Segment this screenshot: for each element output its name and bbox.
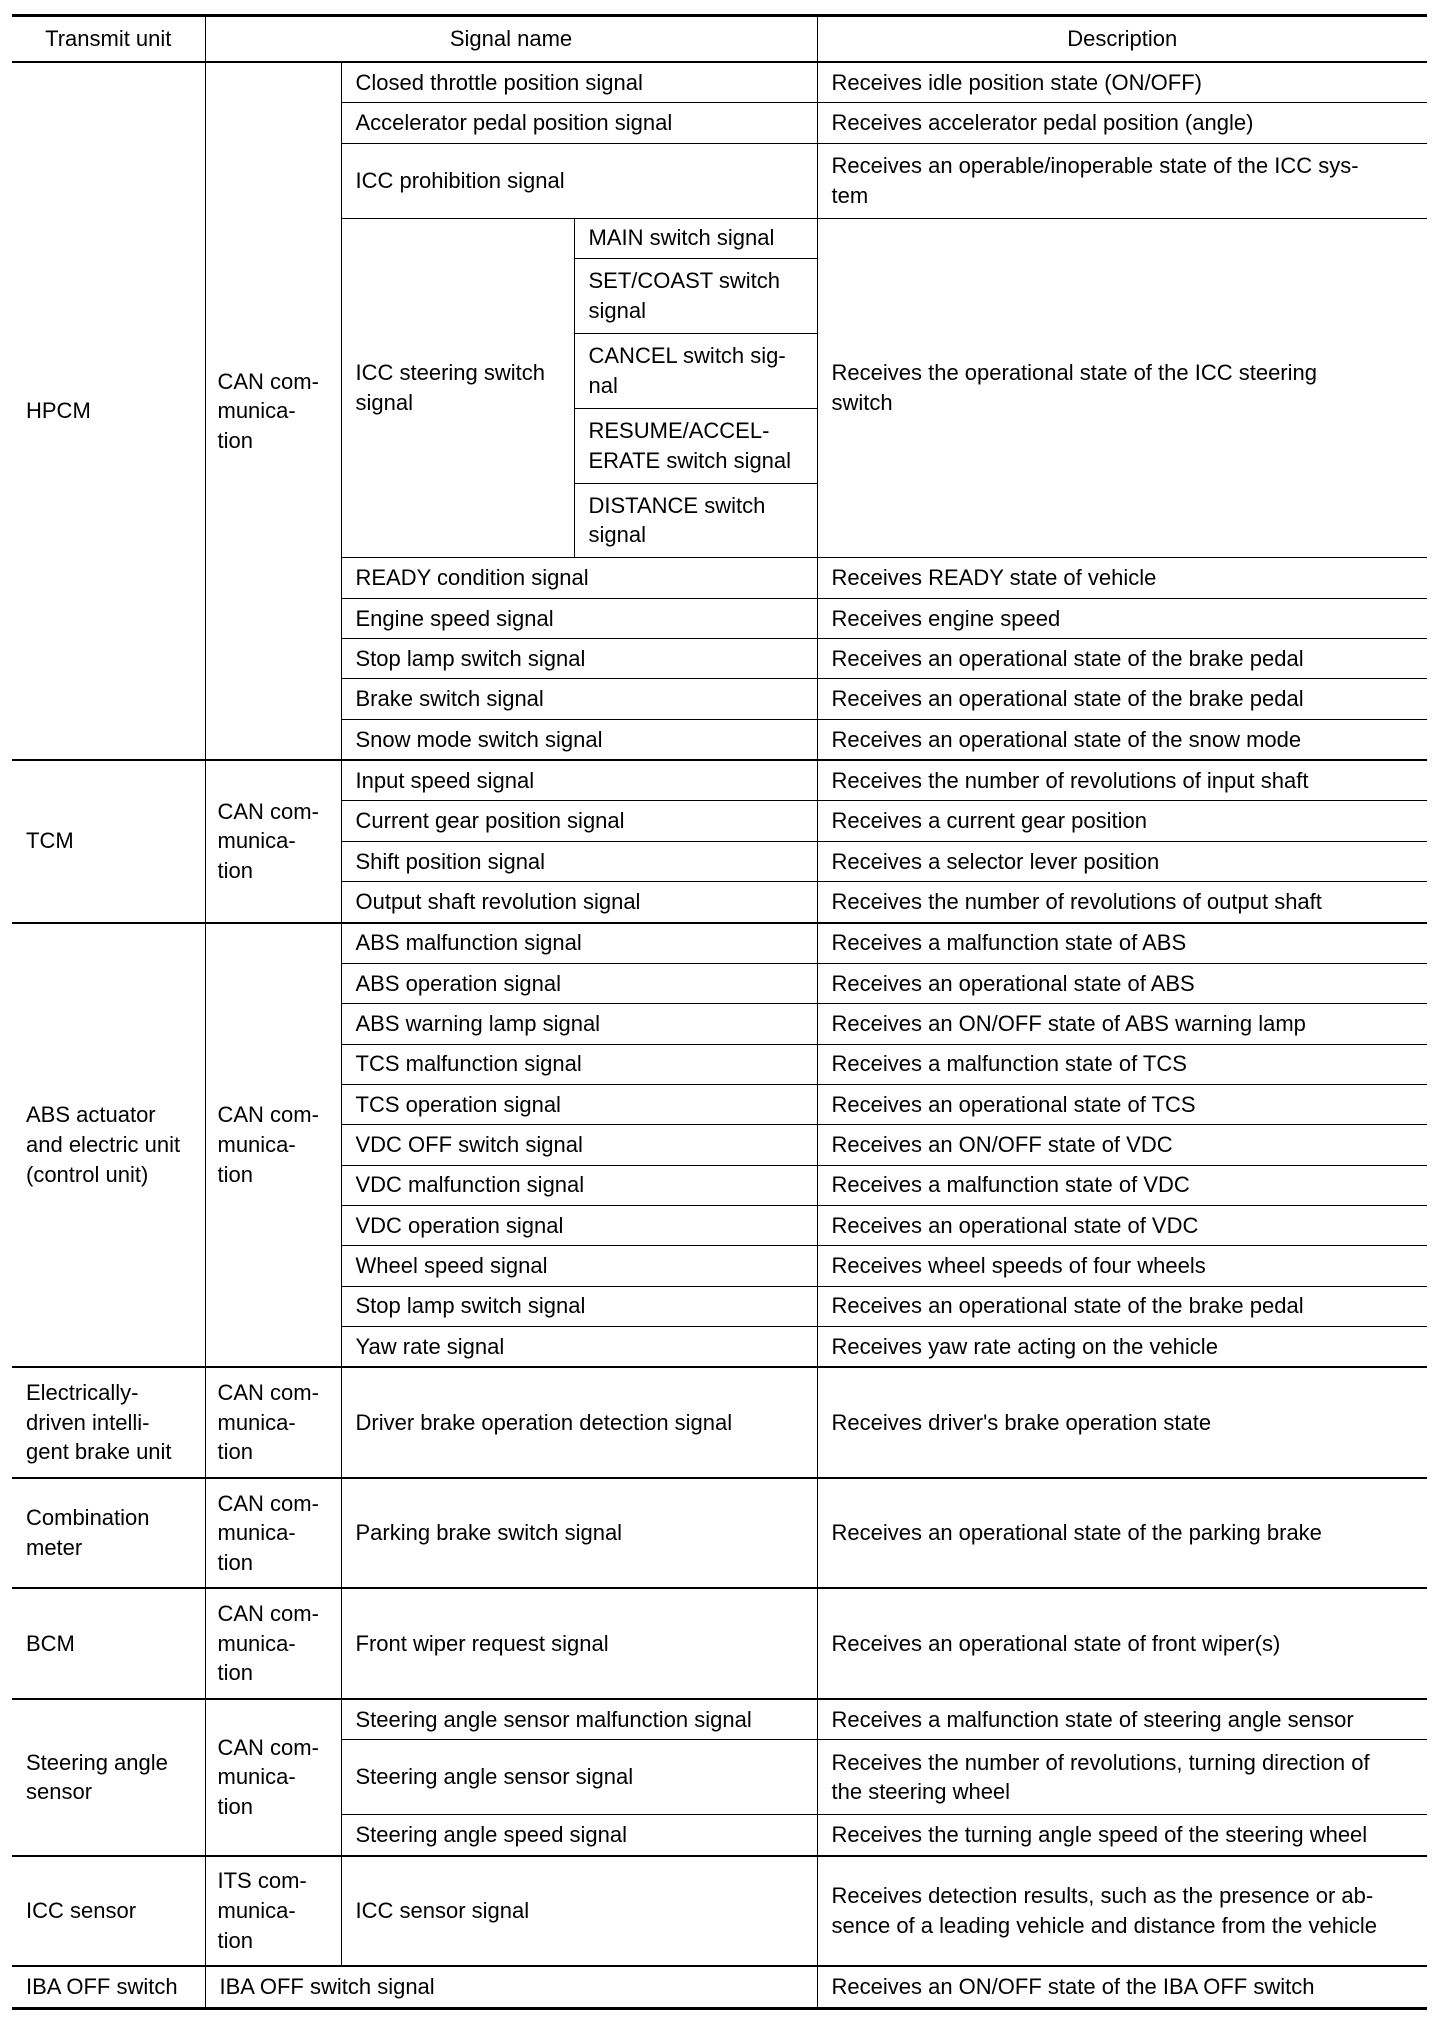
description-cell: Receives an operational state of the brake pedal [817,1286,1427,1326]
signal-name-cell: VDC operation signal [341,1205,817,1245]
header-signal-name: Signal name [205,16,817,63]
signal-name-cell: Parking brake switch signal [341,1478,817,1589]
description-cell: Receives a malfunction state of steering angle sensor [817,1699,1427,1740]
description-cell: Receives the number of revolutions, turning direction of the steering wheel [817,1740,1427,1815]
description-cell: Receives an operational state of VDC [817,1205,1427,1245]
signal-name-cell: ABS operation signal [341,963,817,1003]
description-cell: Receives a selector lever position [817,841,1427,881]
transmit-unit-cell: Electrically- driven intelli- gent brake unit [12,1367,205,1478]
transmit-unit-cell: BCM [12,1588,205,1699]
signal-table [12,14,1427,2010]
header-transmit-unit: Transmit unit [12,16,205,63]
transmit-unit-cell: ABS actuator and electric unit (control unit) [12,923,205,1368]
description-cell: Receives idle position state (ON/OFF) [817,62,1427,103]
signal-name-cell: IBA OFF switch signal [205,1966,817,2008]
transmit-unit-cell: Steering angle sensor [12,1699,205,1856]
signal-name-cell: ABS malfunction signal [341,923,817,964]
description-cell: Receives an operational state of ABS [817,963,1427,1003]
description-cell: Receives an ON/OFF state of ABS warning lamp [817,1004,1427,1044]
table-row [12,1966,1427,2008]
sub-signal-cell: RESUME/ACCEL- ERATE switch signal [574,408,817,483]
signal-name-cell: Steering angle sensor malfunction signal [341,1699,817,1740]
signal-name-cell: TCS operation signal [341,1084,817,1124]
table-row [12,1478,1427,1589]
table-body [12,62,1427,2009]
description-cell: Receives the number of revolutions of input shaft [817,760,1427,801]
description-cell: Receives wheel speeds of four wheels [817,1246,1427,1286]
table-row [12,1699,1427,1740]
header-description: Description [817,16,1427,63]
signal-name-cell: Shift position signal [341,841,817,881]
transmit-unit-cell: HPCM [12,62,205,760]
signal-name-cell: Steering angle sensor signal [341,1740,817,1815]
header-row [12,16,1427,63]
description-cell: Receives engine speed [817,598,1427,638]
signal-name-cell: VDC OFF switch signal [341,1125,817,1165]
description-cell: Receives a malfunction state of TCS [817,1044,1427,1084]
communication-cell: CAN com- munica- tion [205,1367,341,1478]
table-row [12,1856,1427,1967]
communication-cell: ITS com- munica- tion [205,1856,341,1967]
communication-cell: CAN com- munica- tion [205,923,341,1368]
signal-name-cell: TCS malfunction signal [341,1044,817,1084]
description-cell: Receives the turning angle speed of the steering wheel [817,1815,1427,1856]
description-cell: Receives accelerator pedal position (angle) [817,103,1427,143]
signal-name-cell: Brake switch signal [341,679,817,719]
communication-cell: CAN com- munica- tion [205,1478,341,1589]
transmit-unit-cell: IBA OFF switch [12,1966,205,2008]
description-cell: Receives the number of revolutions of output shaft [817,882,1427,923]
signal-name-cell: Wheel speed signal [341,1246,817,1286]
signal-name-cell: ICC steering switch signal [341,218,574,558]
communication-cell: CAN com- munica- tion [205,1588,341,1699]
description-cell: Receives an operational state of TCS [817,1084,1427,1124]
signal-name-cell: ABS warning lamp signal [341,1004,817,1044]
signal-name-cell: Stop lamp switch signal [341,1286,817,1326]
description-cell: Receives an ON/OFF state of the IBA OFF switch [817,1966,1427,2008]
description-cell: Receives an operational state of the snow mode [817,719,1427,760]
table-row [12,62,1427,103]
description-cell: Receives an operational state of front wiper(s) [817,1588,1427,1699]
description-cell: Receives yaw rate acting on the vehicle [817,1326,1427,1367]
table-row [12,760,1427,801]
sub-signal-cell: MAIN switch signal [574,218,817,258]
signal-name-cell: Closed throttle position signal [341,62,817,103]
description-cell: Receives an operational state of the brake pedal [817,639,1427,679]
signal-name-cell: Input speed signal [341,760,817,801]
signal-name-cell: Output shaft revolution signal [341,882,817,923]
signal-name-cell: Driver brake operation detection signal [341,1367,817,1478]
signal-name-cell: READY condition signal [341,558,817,598]
signal-name-cell: Front wiper request signal [341,1588,817,1699]
table-row [12,1588,1427,1699]
description-cell: Receives READY state of vehicle [817,558,1427,598]
communication-cell: CAN com- munica- tion [205,62,341,760]
description-cell: Receives an operational state of the parking brake [817,1478,1427,1589]
signal-name-cell: ICC sensor signal [341,1856,817,1967]
transmit-unit-cell: TCM [12,760,205,922]
sub-signal-cell: SET/COAST switch signal [574,258,817,333]
communication-cell: CAN com- munica- tion [205,1699,341,1856]
description-cell: Receives detection results, such as the presence or ab- sence of a leading vehicle and distance from the vehicle [817,1856,1427,1967]
description-cell: Receives a malfunction state of ABS [817,923,1427,964]
communication-cell: CAN com- munica- tion [205,760,341,922]
transmit-unit-cell: ICC sensor [12,1856,205,1967]
sub-signal-cell: DISTANCE switch signal [574,483,817,558]
signal-name-cell: Yaw rate signal [341,1326,817,1367]
signal-name-cell: Engine speed signal [341,598,817,638]
table-row [12,1367,1427,1478]
sub-signal-cell: CANCEL switch sig- nal [574,333,817,408]
description-cell: Receives a current gear position [817,801,1427,841]
signal-name-cell: Snow mode switch signal [341,719,817,760]
table-row [12,923,1427,964]
description-cell: Receives an operational state of the brake pedal [817,679,1427,719]
signal-name-cell: Stop lamp switch signal [341,639,817,679]
signal-name-cell: VDC malfunction signal [341,1165,817,1205]
description-cell: Receives driver's brake operation state [817,1367,1427,1478]
description-cell: Receives a malfunction state of VDC [817,1165,1427,1205]
description-cell: Receives the operational state of the ICC steering switch [817,218,1427,558]
signal-name-cell: Accelerator pedal position signal [341,103,817,143]
description-cell: Receives an ON/OFF state of VDC [817,1125,1427,1165]
signal-name-cell: Steering angle speed signal [341,1815,817,1856]
signal-name-cell: ICC prohibition signal [341,143,817,218]
description-cell: Receives an operable/inoperable state of the ICC sys- tem [817,143,1427,218]
transmit-unit-cell: Combination meter [12,1478,205,1589]
signal-name-cell: Current gear position signal [341,801,817,841]
